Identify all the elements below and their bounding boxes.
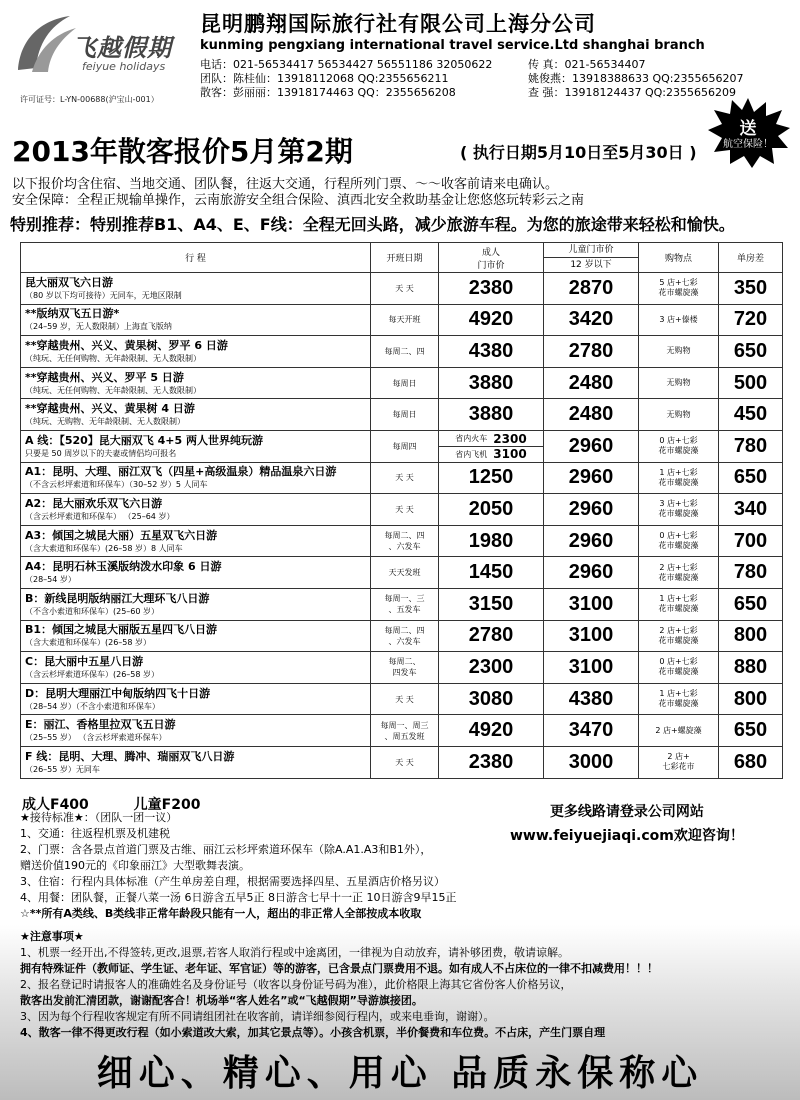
table-row	[21, 746, 783, 778]
adult-price: 1450	[439, 557, 544, 589]
option-label: 省内飞机	[455, 449, 488, 459]
child-price: 3420	[544, 304, 639, 336]
header-diff: 单房差	[719, 243, 783, 273]
option-price: 3100	[493, 447, 527, 462]
adult-price-option	[439, 431, 543, 446]
route-name: D：昆明大理丽江中甸版纳四飞十日游	[25, 686, 211, 700]
adult-price: 3880	[439, 399, 544, 431]
single-room-supplement: 720	[719, 304, 783, 336]
shopping-stops: 0 店+七彩 花市螺旋藻	[639, 652, 719, 684]
route-name: B：新线昆明版纳丽江大理环飞八日游	[25, 591, 210, 605]
contact-left: 团队：陈桂仙：13918112068 QQ:2355656211	[200, 72, 449, 85]
single-room-supplement: 350	[719, 273, 783, 305]
single-room-supplement: 500	[719, 367, 783, 399]
route-name: A 线：【520】昆大丽双飞 4+5 两人世界纯玩游	[25, 433, 263, 447]
shopping-stops: 3 店+七彩 花市螺旋藻	[639, 494, 719, 526]
contact-row	[200, 86, 790, 100]
adult-price: 4380	[439, 336, 544, 368]
route-name: **穿越贵州、兴义、黄果树 4 日游	[25, 402, 195, 416]
route-note: （25–55 岁） （含云杉坪索道环保车）	[25, 733, 167, 743]
swoosh-icon	[10, 10, 80, 80]
warning-line: ☆**所有A类线、B类线非正常年龄段只能有一人，超出的非正常人全部按成本收取	[20, 907, 422, 920]
shopping-stops: 无购物	[639, 367, 719, 399]
route-note: （28–54 岁）（不含小索道和环保车）	[25, 701, 160, 711]
adult-price: 2380	[439, 746, 544, 778]
child-price: 2960	[544, 525, 639, 557]
shopping-stops: 2 店+七彩 花市螺旋藻	[639, 557, 719, 589]
route-name: F 线：昆明、大理、腾冲、瑞丽双飞八日游	[25, 749, 235, 763]
notice-line: 1、机票一经开出,不得签转,更改,退票,若客人取消行程或中途离团，一律视为自动放弃，请补够团费，敬请谅解。	[20, 946, 569, 959]
execution-date: ( 执行日期5月10日至5月30日 )	[460, 143, 697, 162]
standard-line: 3、住宿：行程内具体标准（产生单房差自理，根据需要选择四星、五星酒店价格另议）	[20, 875, 445, 888]
company-name-en: kunming pengxiang international travel service.Ltd shanghai branch	[200, 38, 705, 53]
adult-price-option	[439, 446, 543, 461]
route-cell	[21, 336, 371, 368]
license-number: 许可证号：L-YN-00688(沪宝山-001）	[20, 95, 159, 104]
route-cell	[21, 273, 371, 305]
table-row	[21, 557, 783, 589]
route-note: （纯玩、无任何购物、无年龄限制、无人数限制）	[25, 353, 201, 363]
contact-right: 传 真：021-56534407	[528, 58, 646, 71]
schedule: 每周二、 四发车	[371, 652, 439, 684]
shopping-stops: 1 店+七彩 花市螺旋藻	[639, 683, 719, 715]
schedule: 天天发班	[371, 557, 439, 589]
table-row	[21, 336, 783, 368]
child-price: 2480	[544, 399, 639, 431]
single-room-supplement: 450	[719, 399, 783, 431]
notices	[20, 929, 790, 1041]
single-room-supplement: 880	[719, 652, 783, 684]
table-row	[21, 494, 783, 526]
route-name: A4：昆明石林玉溪版纳泼水印象 6 日游	[25, 560, 222, 574]
route-note: （24–59 岁，无人数限制）上海直飞版纳	[25, 322, 172, 332]
schedule: 天 天	[371, 494, 439, 526]
schedule: 天 天	[371, 462, 439, 494]
standard-line: 赠送价值190元的《印象丽江》大型歌舞表演。	[20, 859, 250, 872]
shopping-stops: 2 店+ 七彩花市	[639, 746, 719, 778]
page-title: 2013年散客报价5月第2期	[12, 135, 353, 168]
route-cell	[21, 746, 371, 778]
schedule: 每周日	[371, 399, 439, 431]
schedule: 每天开班	[371, 304, 439, 336]
price-table	[20, 242, 783, 779]
child-price: 3470	[544, 715, 639, 747]
route-cell	[21, 683, 371, 715]
route-name: **穿越贵州、兴义、黄果树、罗平 6 日游	[25, 338, 228, 352]
child-price: 3100	[544, 652, 639, 684]
header-adult: 成人 门市价	[439, 243, 544, 273]
shopping-stops: 5 店+七彩 花市螺旋藻	[639, 273, 719, 305]
special-recommendation: 特别推荐：特别推荐B1、A4、E、F线：全程无回头路，减少旅游车程。为您的旅途带来轻松和愉快。	[10, 215, 735, 234]
logo-text-en: feiyue holidays	[82, 60, 166, 73]
standard-line: ★接待标准★：（团队一团一议）	[20, 811, 178, 824]
child-price: 2870	[544, 273, 639, 305]
notice-heading: ★注意事项★	[20, 930, 84, 943]
header-child-top: 儿童门市价	[568, 245, 614, 255]
badge-text	[706, 120, 790, 152]
single-room-supplement: 800	[719, 620, 783, 652]
header-child-sub: 12 岁以下	[544, 257, 638, 272]
child-price: 4380	[544, 683, 639, 715]
slogan: 细心、精心、用心 品质永保称心	[96, 1052, 704, 1094]
route-name: 昆大丽双飞六日游	[25, 275, 113, 289]
header-route: 行 程	[21, 243, 371, 273]
route-cell	[21, 462, 371, 494]
single-room-supplement: 650	[719, 336, 783, 368]
shopping-stops: 无购物	[639, 399, 719, 431]
header-shop: 购物点	[639, 243, 719, 273]
route-note: （含大索道和环保车）(26–58 岁）8 人同车	[25, 543, 183, 553]
single-room-supplement: 780	[719, 430, 783, 462]
route-name: **版纳双飞五日游*	[25, 307, 120, 321]
route-cell	[21, 304, 371, 336]
adult-price: 2780	[439, 620, 544, 652]
notice-line: 3、因为每个行程收客规定有所不同请组团社在收客前，请详细参阅行程内，或来电垂询，谢谢）。	[20, 1010, 495, 1023]
website-block	[510, 800, 744, 848]
badge-main: 送	[739, 119, 757, 139]
route-cell	[21, 525, 371, 557]
header-child	[544, 243, 639, 273]
badge-sub: 航空保险！	[723, 139, 773, 150]
shopping-stops: 1 店+七彩 花市螺旋藻	[639, 462, 719, 494]
table-row	[21, 304, 783, 336]
single-room-supplement: 650	[719, 462, 783, 494]
single-room-supplement: 680	[719, 746, 783, 778]
header-date: 开班日期	[371, 243, 439, 273]
route-note: （纯玩、无购物、无年龄限制、无人数限制）	[25, 417, 185, 427]
route-name: A1：昆明、大理、丽江双飞（四星+高级温泉）精品温泉六日游	[25, 465, 337, 479]
route-note: （含云杉坪索道环保车）(26–58 岁）	[25, 669, 160, 679]
schedule: 每周日	[371, 367, 439, 399]
table-row	[21, 399, 783, 431]
standard-line: 4、用餐：团队餐，正餐八菜一汤 6日游含五早5正 8日游含七早十一正 10日游含9早15正	[20, 891, 457, 904]
route-note: （含大索道和环保车）(26–58 岁）	[25, 638, 152, 648]
adult-price: 2300	[439, 652, 544, 684]
single-room-supplement: 650	[719, 588, 783, 620]
table-row	[21, 652, 783, 684]
route-cell	[21, 652, 371, 684]
adult-price: 3880	[439, 367, 544, 399]
reception-standards	[20, 810, 520, 922]
notice-line: 4、散客一律不得更改行程（如小索道改大索，加其它景点等）。小孩含机票，半价餐费和车位费。不占床，产生门票自理	[20, 1026, 606, 1039]
route-note: （纯玩、无任何购物、无年龄限制、无人数限制）	[25, 385, 201, 395]
child-price: 2960	[544, 430, 639, 462]
route-cell	[21, 557, 371, 589]
single-room-supplement: 780	[719, 557, 783, 589]
route-cell	[21, 430, 371, 462]
schedule: 天 天	[371, 746, 439, 778]
shopping-stops: 2 店+七彩 花市螺旋藻	[639, 620, 719, 652]
route-note: 只要是 50 周岁以下的夫妻或情侣均可报名	[25, 448, 177, 458]
shopping-stops: 1 店+七彩 花市螺旋藻	[639, 588, 719, 620]
route-note: （26–55 岁）无同车	[25, 764, 100, 774]
website-line1: 更多线路请登录公司网站	[549, 804, 704, 820]
standard-line: 2、门票：含各景点首道门票及古维、丽江云杉坪索道环保车（除A.A1.A3和B1外），	[20, 843, 432, 856]
adult-price: 4920	[439, 304, 544, 336]
option-price: 2300	[493, 431, 527, 446]
contact-row	[200, 72, 790, 86]
intro-line: 安全保障：全程正规输单操作，云南旅游安全组合保险、滇西北安全救助基金让您悠悠玩转彩云之南	[12, 193, 585, 208]
child-price: 2780	[544, 336, 639, 368]
route-note: （28–54 岁）	[25, 575, 76, 585]
intro-line: 以下报价均含住宿、当地交通、团队餐，往返大交通，行程所列门票、～～收客前请来电确认。	[12, 177, 559, 192]
adult-price: 2050	[439, 494, 544, 526]
route-note: （含云杉坪索道和环保车） （25–64 岁）	[25, 511, 175, 521]
route-name: C：昆大丽中五星八日游	[25, 654, 144, 668]
contact-left: 电话：021-56534417 56534427 56551186 32050622	[200, 58, 493, 71]
table-header-row	[21, 243, 783, 273]
route-name: E：丽江、香格里拉双飞五日游	[25, 718, 176, 732]
child-price: 2960	[544, 494, 639, 526]
table-row	[21, 273, 783, 305]
title-area	[0, 118, 800, 178]
child-price: 3100	[544, 620, 639, 652]
single-room-supplement: 340	[719, 494, 783, 526]
table-row	[21, 462, 783, 494]
table-row	[21, 367, 783, 399]
contact-row	[200, 58, 790, 72]
child-fee: 儿童F200	[133, 797, 201, 813]
adult-price-split	[439, 430, 544, 462]
adult-price: 2380	[439, 273, 544, 305]
child-price: 2480	[544, 367, 639, 399]
logo	[10, 10, 190, 80]
adult-price: 1980	[439, 525, 544, 557]
contact-right: 查 强：13918124437 QQ:2355656209	[528, 86, 736, 99]
option-label: 省内火车	[455, 434, 488, 444]
route-note: （不含小索道和环保车）(25–60 岁）	[25, 606, 160, 616]
shopping-stops: 0 店+七彩 花市螺旋藻	[639, 525, 719, 557]
route-cell	[21, 620, 371, 652]
route-name: **穿越贵州、兴义、罗平 5 日游	[25, 370, 184, 384]
website-url[interactable]: www.feiyuejiaqi.com欢迎咨询！	[510, 828, 744, 844]
route-name: B1：倾国之城昆大丽版五星四飞八日游	[25, 623, 218, 637]
contact-right: 姚俊燕：13918388633 QQ:2355656207	[528, 72, 744, 85]
company-name-cn: 昆明鹏翔国际旅行社有限公司上海分公司	[200, 12, 596, 36]
adult-price: 4920	[439, 715, 544, 747]
child-price: 3100	[544, 588, 639, 620]
route-name: A2：昆大丽欢乐双飞六日游	[25, 496, 163, 510]
route-cell	[21, 494, 371, 526]
table-row	[21, 430, 783, 462]
schedule: 每周二、四 、六发车	[371, 620, 439, 652]
contact-left: 散客：彭丽丽：13918174463 QQ：2355656208	[200, 86, 456, 99]
table-row	[21, 683, 783, 715]
shopping-stops: 2 店+螺旋藻	[639, 715, 719, 747]
single-room-supplement: 700	[719, 525, 783, 557]
intro-text	[12, 177, 792, 209]
route-cell	[21, 715, 371, 747]
child-price: 3000	[544, 746, 639, 778]
route-cell	[21, 588, 371, 620]
table-row	[21, 588, 783, 620]
table-body	[21, 273, 783, 779]
schedule: 天 天	[371, 683, 439, 715]
shopping-stops: 3 店+傣楼	[639, 304, 719, 336]
schedule: 每周二、四 、六发车	[371, 525, 439, 557]
schedule: 天 天	[371, 273, 439, 305]
schedule: 每周一、三 、五发车	[371, 588, 439, 620]
single-room-supplement: 650	[719, 715, 783, 747]
notice-line: 拥有特殊证件（教师证、学生证、老年证、军官证）等的游客，已含景点门票费用不退。如有成人不占床位的一律不扣减费用！！！	[20, 962, 658, 975]
adult-price: 3150	[439, 588, 544, 620]
route-cell	[21, 399, 371, 431]
route-cell	[21, 367, 371, 399]
schedule: 每周四	[371, 430, 439, 462]
header	[0, 0, 800, 108]
standard-line: 1、交通：往返程机票及机建税	[20, 827, 170, 840]
child-price: 2960	[544, 557, 639, 589]
table-row	[21, 620, 783, 652]
child-price: 2960	[544, 462, 639, 494]
contact-block	[200, 58, 790, 100]
table-row	[21, 715, 783, 747]
notice-line: 2、报名登记时请报客人的准确姓名及身份证号（收客以身份证号码为准），此价格限上海其它省份客人价格另议，	[20, 978, 572, 991]
single-room-supplement: 800	[719, 683, 783, 715]
adult-fee: 成人F400	[22, 797, 89, 813]
adult-price: 1250	[439, 462, 544, 494]
schedule: 每周二、四	[371, 336, 439, 368]
notice-line: 散客出发前汇清团款，谢谢配客合！机场举“客人姓名”或“飞越假期”导游旗接团。	[20, 994, 423, 1007]
route-note: （80 岁以下均可接待）无同车，无地区限制	[25, 290, 182, 300]
adult-price: 3080	[439, 683, 544, 715]
logo-text-cn: 飞越假期	[72, 34, 172, 62]
route-name: A3：倾国之城昆大丽）五星双飞六日游	[25, 528, 218, 542]
table-row	[21, 525, 783, 557]
schedule: 每周一、周三 、周五发班	[371, 715, 439, 747]
shopping-stops: 0 店+七彩 花市螺旋藻	[639, 430, 719, 462]
route-note: （不含云杉坪索道和环保车）（30–52 岁）5 人同车	[25, 480, 208, 490]
shopping-stops: 无购物	[639, 336, 719, 368]
